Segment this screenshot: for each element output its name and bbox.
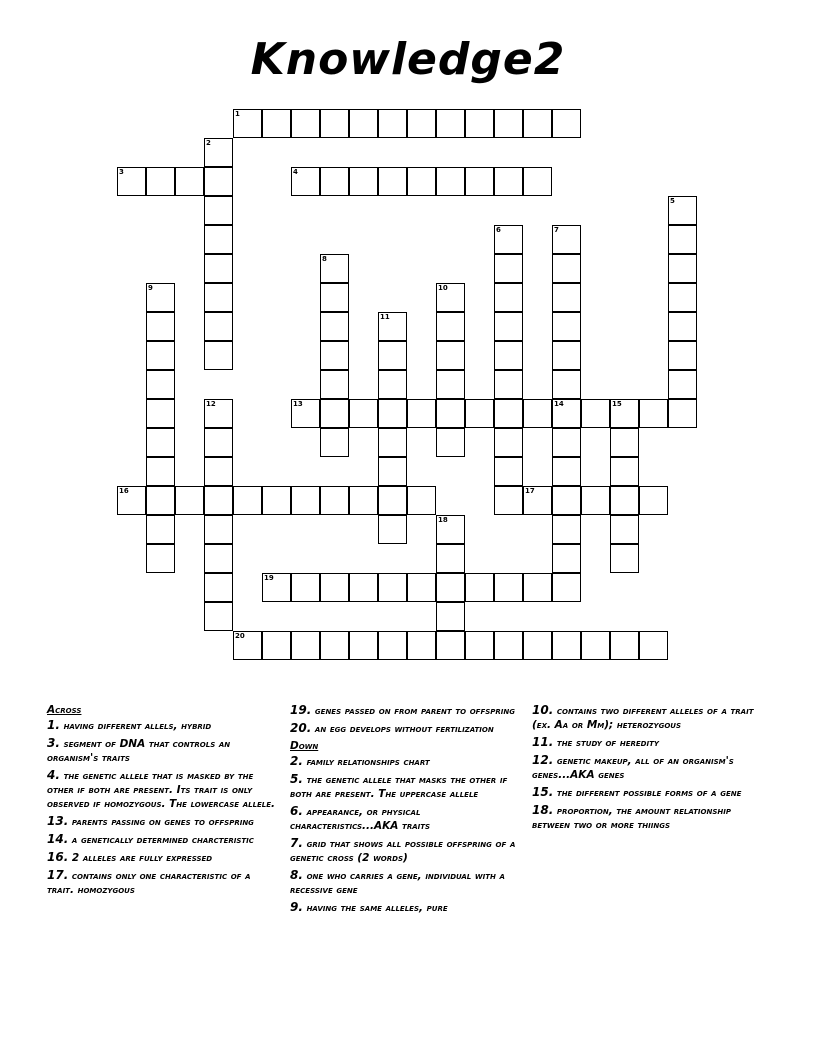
grid-cell[interactable]	[668, 254, 697, 283]
grid-cell[interactable]	[378, 457, 407, 486]
clue-item	[532, 703, 762, 732]
grid-cell[interactable]	[465, 573, 494, 602]
grid-cell[interactable]	[233, 631, 262, 660]
clue-item-text: having different allels, hybrid	[59, 720, 212, 732]
clue-item-number: 3.	[47, 736, 60, 750]
grid-cell[interactable]	[175, 167, 204, 196]
grid-cell[interactable]	[494, 457, 523, 486]
clue-item	[532, 803, 762, 832]
grid-cell[interactable]	[407, 167, 436, 196]
grid-cell[interactable]	[407, 109, 436, 138]
clue-item-number: 18.	[532, 803, 554, 817]
clue-item-number: 16.	[47, 850, 69, 864]
grid-cell[interactable]	[436, 573, 465, 602]
clue-item	[47, 868, 277, 897]
grid-cell[interactable]	[639, 399, 668, 428]
clue-column-2	[290, 703, 520, 918]
grid-cell[interactable]	[320, 573, 349, 602]
grid-cell[interactable]	[552, 254, 581, 283]
grid-cell[interactable]	[552, 573, 581, 602]
grid-cell[interactable]	[610, 631, 639, 660]
clue-item	[47, 832, 277, 847]
grid-cell[interactable]	[291, 486, 320, 515]
grid-cell[interactable]	[146, 341, 175, 370]
grid-cell[interactable]	[668, 370, 697, 399]
grid-cell[interactable]	[320, 254, 349, 283]
grid-cell[interactable]	[175, 486, 204, 515]
grid-cell[interactable]	[146, 312, 175, 341]
grid-cell[interactable]	[378, 428, 407, 457]
grid-cell[interactable]	[204, 486, 233, 515]
grid-cell[interactable]	[291, 167, 320, 196]
grid-cell[interactable]	[552, 225, 581, 254]
grid-cell[interactable]	[436, 370, 465, 399]
grid-cell[interactable]	[436, 167, 465, 196]
clue-item	[532, 735, 762, 750]
clue-section-heading: Down	[290, 740, 319, 752]
grid-cell[interactable]	[407, 631, 436, 660]
grid-cell[interactable]	[320, 631, 349, 660]
grid-cell[interactable]	[378, 631, 407, 660]
grid-cell[interactable]	[262, 573, 291, 602]
clue-item	[290, 754, 520, 769]
grid-cell[interactable]	[204, 573, 233, 602]
grid-cell[interactable]	[349, 399, 378, 428]
grid-cell[interactable]	[320, 167, 349, 196]
grid-cell[interactable]	[204, 544, 233, 573]
clue-number: 18	[438, 516, 448, 524]
grid-cell[interactable]	[610, 428, 639, 457]
grid-cell[interactable]	[262, 486, 291, 515]
grid-cell[interactable]	[436, 341, 465, 370]
grid-cell[interactable]	[204, 399, 233, 428]
clue-item-number: 12.	[532, 753, 554, 767]
clue-item-text: family relationships chart	[302, 756, 430, 768]
grid-cell[interactable]	[552, 283, 581, 312]
grid-cell[interactable]	[146, 428, 175, 457]
clue-item-number: 8.	[290, 868, 303, 882]
grid-cell[interactable]	[552, 631, 581, 660]
grid-cell[interactable]	[378, 486, 407, 515]
grid-cell[interactable]	[349, 631, 378, 660]
clue-item-text: contains only one characteristic of a trait. homozygous	[47, 870, 251, 896]
clue-number: 1	[235, 110, 240, 118]
grid-cell[interactable]	[465, 109, 494, 138]
grid-cell[interactable]	[320, 428, 349, 457]
grid-cell[interactable]	[262, 109, 291, 138]
grid-cell[interactable]	[146, 399, 175, 428]
grid-cell[interactable]	[494, 631, 523, 660]
clue-item-text: 2 alleles are fully expressed	[68, 852, 213, 864]
grid-cell[interactable]	[320, 283, 349, 312]
grid-cell[interactable]	[349, 109, 378, 138]
grid-cell[interactable]	[552, 515, 581, 544]
clue-number: 14	[554, 400, 564, 408]
grid-cell[interactable]	[610, 486, 639, 515]
grid-cell[interactable]	[581, 399, 610, 428]
grid-cell[interactable]	[291, 573, 320, 602]
clue-item-text: an egg develops without fertilization	[311, 723, 494, 735]
grid-cell[interactable]	[378, 167, 407, 196]
grid-cell[interactable]	[552, 428, 581, 457]
clue-item	[47, 814, 277, 829]
clue-number: 19	[264, 574, 274, 582]
grid-cell[interactable]	[378, 515, 407, 544]
clue-item-text: a genetically determined charcteristic	[68, 834, 254, 846]
clue-item-text: segment of DNA that controls an organism's traits	[47, 738, 231, 764]
grid-cell[interactable]	[146, 370, 175, 399]
clue-item-number: 1.	[47, 718, 60, 732]
clue-item-number: 7.	[290, 836, 303, 850]
clue-item-text: grid that shows all possible offspring of a genetic cross (2 words)	[290, 838, 516, 864]
grid-cell[interactable]	[581, 486, 610, 515]
clue-number: 10	[438, 284, 448, 292]
puzzle-title: Knowledge2	[250, 34, 566, 85]
grid-cell[interactable]	[668, 312, 697, 341]
grid-cell[interactable]	[204, 312, 233, 341]
grid-cell[interactable]	[523, 486, 552, 515]
grid-cell[interactable]	[465, 167, 494, 196]
grid-cell[interactable]	[494, 312, 523, 341]
clue-item-text: the different possible forms of a gene	[553, 787, 742, 799]
grid-cell[interactable]	[552, 370, 581, 399]
clue-number: 5	[670, 197, 675, 205]
clue-item-number: 17.	[47, 868, 69, 882]
clue-item	[290, 868, 520, 897]
grid-cell[interactable]	[523, 167, 552, 196]
grid-cell[interactable]	[117, 486, 146, 515]
grid-cell[interactable]	[668, 399, 697, 428]
grid-cell[interactable]	[320, 486, 349, 515]
grid-cell[interactable]	[436, 428, 465, 457]
grid-cell[interactable]	[320, 312, 349, 341]
clue-item-text: appearance, or physical characteristics...AKA traits	[290, 806, 431, 832]
grid-cell[interactable]	[668, 283, 697, 312]
clue-item-text: the genetic allele that masks the other if both are present. The uppercase allele	[290, 774, 508, 800]
grid-cell[interactable]	[523, 109, 552, 138]
clue-item-text: genes passed on from parent to offspring	[311, 705, 516, 717]
grid-cell[interactable]	[436, 283, 465, 312]
grid-cell[interactable]	[436, 399, 465, 428]
clue-item-text: parents passing on genes to offspring	[68, 816, 254, 828]
grid-cell[interactable]	[204, 283, 233, 312]
clue-number: 9	[148, 284, 153, 292]
clue-section-heading: Across	[47, 704, 82, 716]
grid-cell[interactable]	[378, 399, 407, 428]
grid-cell[interactable]	[349, 486, 378, 515]
clue-item-number: 11.	[532, 735, 554, 749]
grid-cell[interactable]	[494, 109, 523, 138]
grid-cell[interactable]	[233, 109, 262, 138]
grid-cell[interactable]	[291, 631, 320, 660]
grid-cell[interactable]	[320, 341, 349, 370]
grid-cell[interactable]	[436, 631, 465, 660]
grid-cell[interactable]	[204, 602, 233, 631]
grid-cell[interactable]	[523, 631, 552, 660]
clue-item-number: 10.	[532, 703, 554, 717]
grid-cell[interactable]	[349, 167, 378, 196]
clue-number: 7	[554, 226, 559, 234]
grid-cell[interactable]	[291, 109, 320, 138]
grid-cell[interactable]	[523, 399, 552, 428]
clue-number: 3	[119, 168, 124, 176]
grid-cell[interactable]	[465, 399, 494, 428]
clue-number: 16	[119, 487, 129, 495]
grid-cell[interactable]	[494, 167, 523, 196]
grid-cell[interactable]	[320, 370, 349, 399]
grid-cell[interactable]	[204, 225, 233, 254]
clue-item-number: 14.	[47, 832, 69, 846]
grid-cell[interactable]	[610, 515, 639, 544]
clue-item-text: the genetic allele that is masked by the other if both are present. Its trait is only observed if homozygous. The lowercase allele.	[47, 770, 276, 810]
clue-item-number: 20.	[290, 721, 312, 735]
grid-cell[interactable]	[494, 225, 523, 254]
grid-cell[interactable]	[117, 167, 146, 196]
grid-cell[interactable]	[494, 341, 523, 370]
grid-cell[interactable]	[668, 225, 697, 254]
clue-item	[47, 736, 277, 765]
clue-number: 8	[322, 255, 327, 263]
clue-number: 11	[380, 313, 390, 321]
grid-cell[interactable]	[146, 486, 175, 515]
grid-cell[interactable]	[204, 138, 233, 167]
grid-cell[interactable]	[146, 283, 175, 312]
clue-number: 15	[612, 400, 622, 408]
grid-cell[interactable]	[146, 544, 175, 573]
clue-number: 4	[293, 168, 298, 176]
grid-cell[interactable]	[378, 573, 407, 602]
grid-cell[interactable]	[378, 312, 407, 341]
clue-item	[47, 850, 277, 865]
grid-cell[interactable]	[378, 109, 407, 138]
clue-item-text: proportion, the amount relationship between two or more thiings	[532, 805, 731, 831]
clue-number: 17	[525, 487, 535, 495]
clue-item-number: 2.	[290, 754, 303, 768]
clue-item-text: genetic makeup, all of an organism's genes...AKA genes	[532, 755, 734, 781]
clue-item-text: the study of heredity	[553, 737, 659, 749]
clue-item	[47, 768, 277, 811]
grid-cell[interactable]	[552, 312, 581, 341]
clue-item-number: 5.	[290, 772, 303, 786]
grid-cell[interactable]	[204, 254, 233, 283]
clue-item-number: 4.	[47, 768, 60, 782]
clue-item-text: one who carries a gene, individual with a recessive gene	[290, 870, 505, 896]
clue-item	[290, 836, 520, 865]
grid-cell[interactable]	[436, 602, 465, 631]
clue-item	[47, 718, 277, 733]
clue-item	[290, 721, 520, 736]
clue-item-number: 13.	[47, 814, 69, 828]
clue-number: 13	[293, 400, 303, 408]
grid-cell[interactable]	[668, 341, 697, 370]
clue-item	[290, 703, 520, 718]
grid-cell[interactable]	[436, 544, 465, 573]
grid-cell[interactable]	[552, 486, 581, 515]
grid-cell[interactable]	[407, 486, 436, 515]
clue-item-number: 15.	[532, 785, 554, 799]
grid-cell[interactable]	[494, 573, 523, 602]
grid-cell[interactable]	[610, 399, 639, 428]
grid-cell[interactable]	[465, 631, 494, 660]
clue-item-number: 6.	[290, 804, 303, 818]
clue-item	[290, 804, 520, 833]
clue-number: 20	[235, 632, 245, 640]
grid-cell[interactable]	[436, 515, 465, 544]
grid-cell[interactable]	[320, 399, 349, 428]
grid-cell[interactable]	[320, 109, 349, 138]
clue-item	[290, 772, 520, 801]
grid-cell[interactable]	[146, 167, 175, 196]
grid-cell[interactable]	[407, 573, 436, 602]
clue-number: 12	[206, 400, 216, 408]
clue-number: 6	[496, 226, 501, 234]
clue-column-3	[532, 703, 762, 835]
clue-column-1	[47, 703, 277, 900]
grid-cell[interactable]	[610, 457, 639, 486]
grid-cell[interactable]	[494, 283, 523, 312]
grid-cell[interactable]	[436, 109, 465, 138]
grid-cell[interactable]	[639, 631, 668, 660]
grid-cell[interactable]	[552, 399, 581, 428]
grid-cell[interactable]	[204, 457, 233, 486]
grid-cell[interactable]	[494, 254, 523, 283]
grid-cell[interactable]	[436, 312, 465, 341]
clue-item	[532, 785, 762, 800]
clue-item-number: 9.	[290, 900, 303, 914]
grid-cell[interactable]	[146, 457, 175, 486]
grid-cell[interactable]	[349, 573, 378, 602]
clue-number: 2	[206, 139, 211, 147]
grid-cell[interactable]	[552, 341, 581, 370]
clue-item	[290, 900, 520, 915]
grid-cell[interactable]	[494, 370, 523, 399]
grid-cell[interactable]	[204, 196, 233, 225]
grid-cell[interactable]	[494, 486, 523, 515]
grid-cell[interactable]	[552, 109, 581, 138]
grid-cell[interactable]	[407, 399, 436, 428]
grid-cell[interactable]	[494, 399, 523, 428]
grid-cell[interactable]	[204, 428, 233, 457]
grid-cell[interactable]	[494, 428, 523, 457]
grid-cell[interactable]	[378, 341, 407, 370]
grid-cell[interactable]	[668, 196, 697, 225]
grid-cell[interactable]	[523, 573, 552, 602]
grid-cell[interactable]	[146, 515, 175, 544]
grid-cell[interactable]	[552, 544, 581, 573]
grid-cell[interactable]	[233, 486, 262, 515]
grid-cell[interactable]	[262, 631, 291, 660]
grid-cell[interactable]	[378, 370, 407, 399]
clue-item	[532, 753, 762, 782]
grid-cell[interactable]	[610, 544, 639, 573]
grid-cell[interactable]	[639, 486, 668, 515]
grid-cell[interactable]	[204, 341, 233, 370]
grid-cell[interactable]	[291, 399, 320, 428]
grid-cell[interactable]	[552, 457, 581, 486]
grid-cell[interactable]	[204, 515, 233, 544]
grid-cell[interactable]	[581, 631, 610, 660]
grid-cell[interactable]	[204, 167, 233, 196]
clue-item-text: contains two different alleles of a trait (ex. Aa or Mm); heterozygous	[532, 705, 754, 731]
clue-item-number: 19.	[290, 703, 312, 717]
clue-item-text: having the same alleles, pure	[302, 902, 448, 914]
